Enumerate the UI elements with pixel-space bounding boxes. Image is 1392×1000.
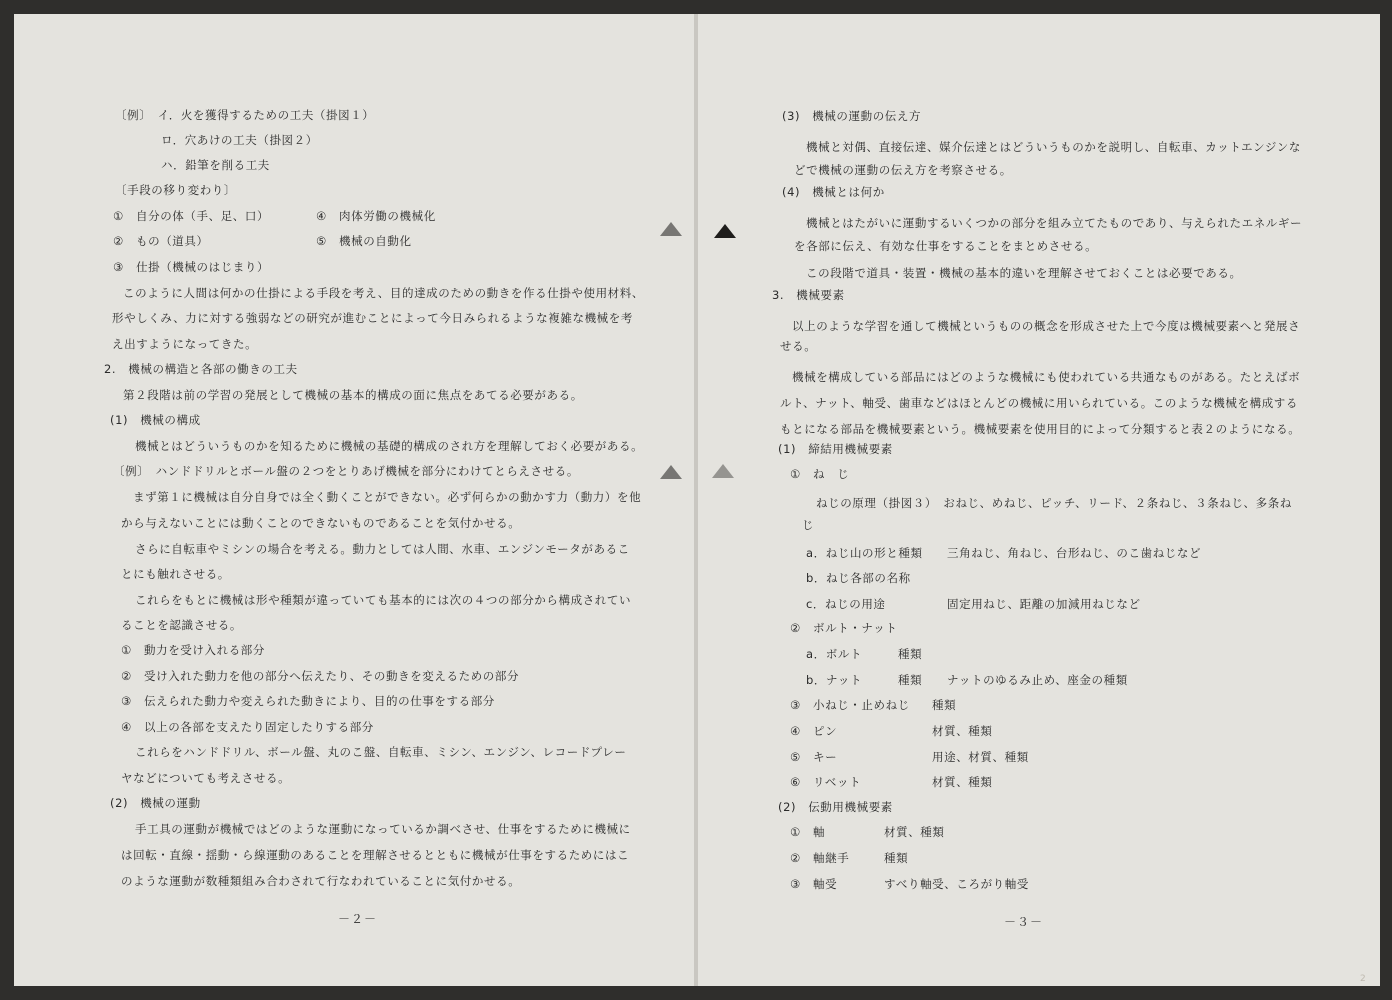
text-line: え出すようになってきた。 — [112, 337, 258, 351]
text-line: ① 自分の体（手、足、口） — [113, 209, 270, 223]
text-line: これらをもとに機械は形や種類が違っていても基本的には次の４つの部分から構成されてい — [135, 593, 632, 607]
list-item: ① 動力を受け入れる部分 — [121, 643, 266, 657]
text-line: じ — [802, 518, 815, 532]
text-line: ④ 肉体労働の機械化 — [316, 209, 436, 223]
page-number: －２－ — [338, 912, 378, 926]
text-line: どで機械の運動の伝え方を考察させる。 — [794, 163, 1012, 177]
text-line: ハ．鉛筆を削る工夫 — [161, 158, 270, 172]
list-item: ② 受け入れた動力を他の部分へ伝えたり、その動きを変えるための部分 — [121, 669, 520, 683]
punch-hole-right-upper — [714, 224, 736, 238]
list-item: ③ 小ねじ・止めねじ — [790, 698, 910, 712]
subsection-heading: (2) 伝動用機械要素 — [778, 800, 893, 814]
subsection-heading: (4) 機械とは何か — [782, 185, 885, 199]
text-line: 手工具の運動が機械ではどのような運動になっているか調べさせ、仕事をするために機械に — [135, 822, 631, 836]
text-line: 第２段階は前の学習の発展として機械の基本的構成の面に焦点をあてる必要がある。 — [123, 388, 583, 402]
text-line: ロ．穴あけの工夫（掛図２） — [161, 133, 318, 147]
list-item-detail: 材質、種類 — [932, 724, 993, 738]
text-line: 以上のような学習を通して機械というものの概念を形成させた上で今度は機械要素へと発展さ — [792, 319, 1301, 333]
list-item-detail: すべり軸受、ころがり軸受 — [884, 877, 1029, 891]
subsection-heading: (2) 機械の運動 — [110, 796, 201, 810]
section-heading: 3. 機械要素 — [772, 288, 845, 302]
list-item: ④ ピン — [790, 724, 838, 738]
text-line: これらをハンドドリル、ボール盤、丸のこ盤、自転車、ミシン、エンジン、レコードプレー — [135, 745, 627, 759]
text-line: ヤなどについても考えさせる。 — [121, 771, 291, 785]
list-item-detail: 固定用ねじ、距離の加減用ねじなど — [947, 597, 1141, 611]
list-item: ⑤ キー — [790, 750, 838, 764]
text-line: 形やしくみ、力に対する強弱などの研究が進むことによって今日みられるような複雑な機械を考 — [112, 311, 633, 325]
text-line: 〔例〕 イ．火を獲得するための工夫（掛図１） — [115, 108, 375, 122]
text-line: このように人間は何かの仕掛による手段を考え、目的達成のための動きを作る仕掛や使用材料、 — [123, 286, 644, 300]
list-item-detail: 材質、種類 — [932, 775, 993, 789]
punch-hole-left-upper — [660, 222, 682, 236]
list-item: ⑥ リベット — [790, 775, 862, 789]
list-item-detail: 種類 — [884, 851, 909, 865]
text-line: 機械とはたがいに運動するいくつかの部分を組み立てたものであり、与えられたエネルギー — [806, 216, 1303, 230]
punch-hole-right-lower — [712, 464, 734, 478]
text-line: ③ 仕掛（機械のはじまり） — [113, 260, 270, 274]
text-line: この段階で道具・装置・機械の基本的違いを理解させておくことは必要である。 — [806, 266, 1242, 280]
text-line: から与えないことには動くことのできないものであることを気付かせる。 — [121, 516, 521, 530]
list-item: c．ねじの用途 — [806, 597, 886, 611]
list-item: ② 軸継手 — [790, 851, 850, 865]
list-item: ② ボルト・ナット — [790, 621, 898, 635]
text-line: ⑤ 機械の自動化 — [316, 234, 412, 248]
list-item-detail: 用途、材質、種類 — [932, 750, 1029, 764]
text-line: もとになる部品を機械要素という。機械要素を使用目的によって分類すると表２のようになる。 — [780, 422, 1301, 436]
list-item: ④ 以上の各部を支えたり固定したりする部分 — [121, 720, 374, 734]
list-item-detail: 種類 — [898, 673, 923, 687]
subsection-heading: (3) 機械の運動の伝え方 — [782, 109, 922, 123]
list-item: ③ 伝えられた動力や変えられた動きにより、目的の仕事をする部分 — [121, 694, 495, 708]
text-line: ねじの原理（掛図３） おねじ、めねじ、ピッチ、リード、２条ねじ、３条ねじ、多条ね — [816, 496, 1292, 510]
text-line: のような運動が数種類組み合わされて行なわれていることに気付かせる。 — [121, 874, 521, 888]
punch-hole-left-lower — [660, 465, 682, 479]
list-item-detail: 三角ねじ、角ねじ、台形ねじ、のこ歯ねじなど — [947, 546, 1202, 560]
text-line: 〔手段の移り変わり〕 — [115, 183, 236, 197]
text-line: ることを認識させる。 — [121, 618, 242, 632]
text-line: は回転・直線・揺動・ら線運動のあることを理解させるとともに機械が仕事をするためにはこ — [121, 848, 630, 862]
text-line: まず第１に機械は自分自身では全く動くことができない。必ず何らかの動かす力（動力）を他 — [133, 490, 642, 504]
text-line: 〔例〕 ハンドドリルとボール盤の２つをとりあげ機械を部分にわけてとらえさせる。 — [113, 464, 579, 478]
list-item: a．ねじ山の形と種類 — [806, 546, 923, 560]
text-line: さらに自転車やミシンの場合を考える。動力としては人間、水車、エンジンモータがあるこ — [135, 542, 630, 556]
section-heading: 2. 機械の構造と各部の働きの工夫 — [104, 362, 298, 376]
text-line: 機械とはどういうものかを知るために機械の基礎的構成のされ方を理解しておく必要がある。 — [135, 439, 644, 453]
text-line: せる。 — [780, 339, 817, 353]
scan-mark: 2 — [1360, 974, 1366, 984]
list-item: a．ボルト — [806, 647, 863, 661]
list-item: ① 軸 — [790, 825, 826, 839]
list-item: b．ねじ各部の名称 — [806, 571, 911, 585]
subsection-heading: (1) 締結用機械要素 — [778, 442, 893, 456]
list-item-detail: 種類 — [898, 647, 923, 661]
text-line: とにも触れさせる。 — [121, 567, 230, 581]
list-item-detail: 種類 — [932, 698, 957, 712]
subsection-heading: (1) 機械の構成 — [110, 413, 201, 427]
text-line: ルト、ナット、軸受、歯車などはほとんどの機械に用いられている。このような機械を構成する — [780, 396, 1298, 410]
list-item-detail: 材質、種類 — [884, 825, 945, 839]
list-item: b．ナット — [806, 673, 863, 687]
text-line: ② もの（道具） — [113, 234, 209, 248]
text-line: 機械を構成している部品にはどのような機械にも使われている共通なものがある。たとえばボ — [792, 370, 1301, 384]
list-item-detail: ナットのゆるみ止め、座金の種類 — [947, 673, 1128, 687]
text-line: 機械と対偶、直接伝達、媒介伝達とはどういうものかを説明し、自転車、カットエンジンな — [806, 140, 1301, 154]
list-item: ① ね じ — [790, 467, 850, 481]
page-number: －３－ — [1004, 915, 1044, 929]
text-line: を各部に伝え、有効な仕事をすることをまとめさせる。 — [794, 239, 1098, 253]
binding-spine — [694, 14, 698, 986]
list-item: ③ 軸受 — [790, 877, 838, 891]
